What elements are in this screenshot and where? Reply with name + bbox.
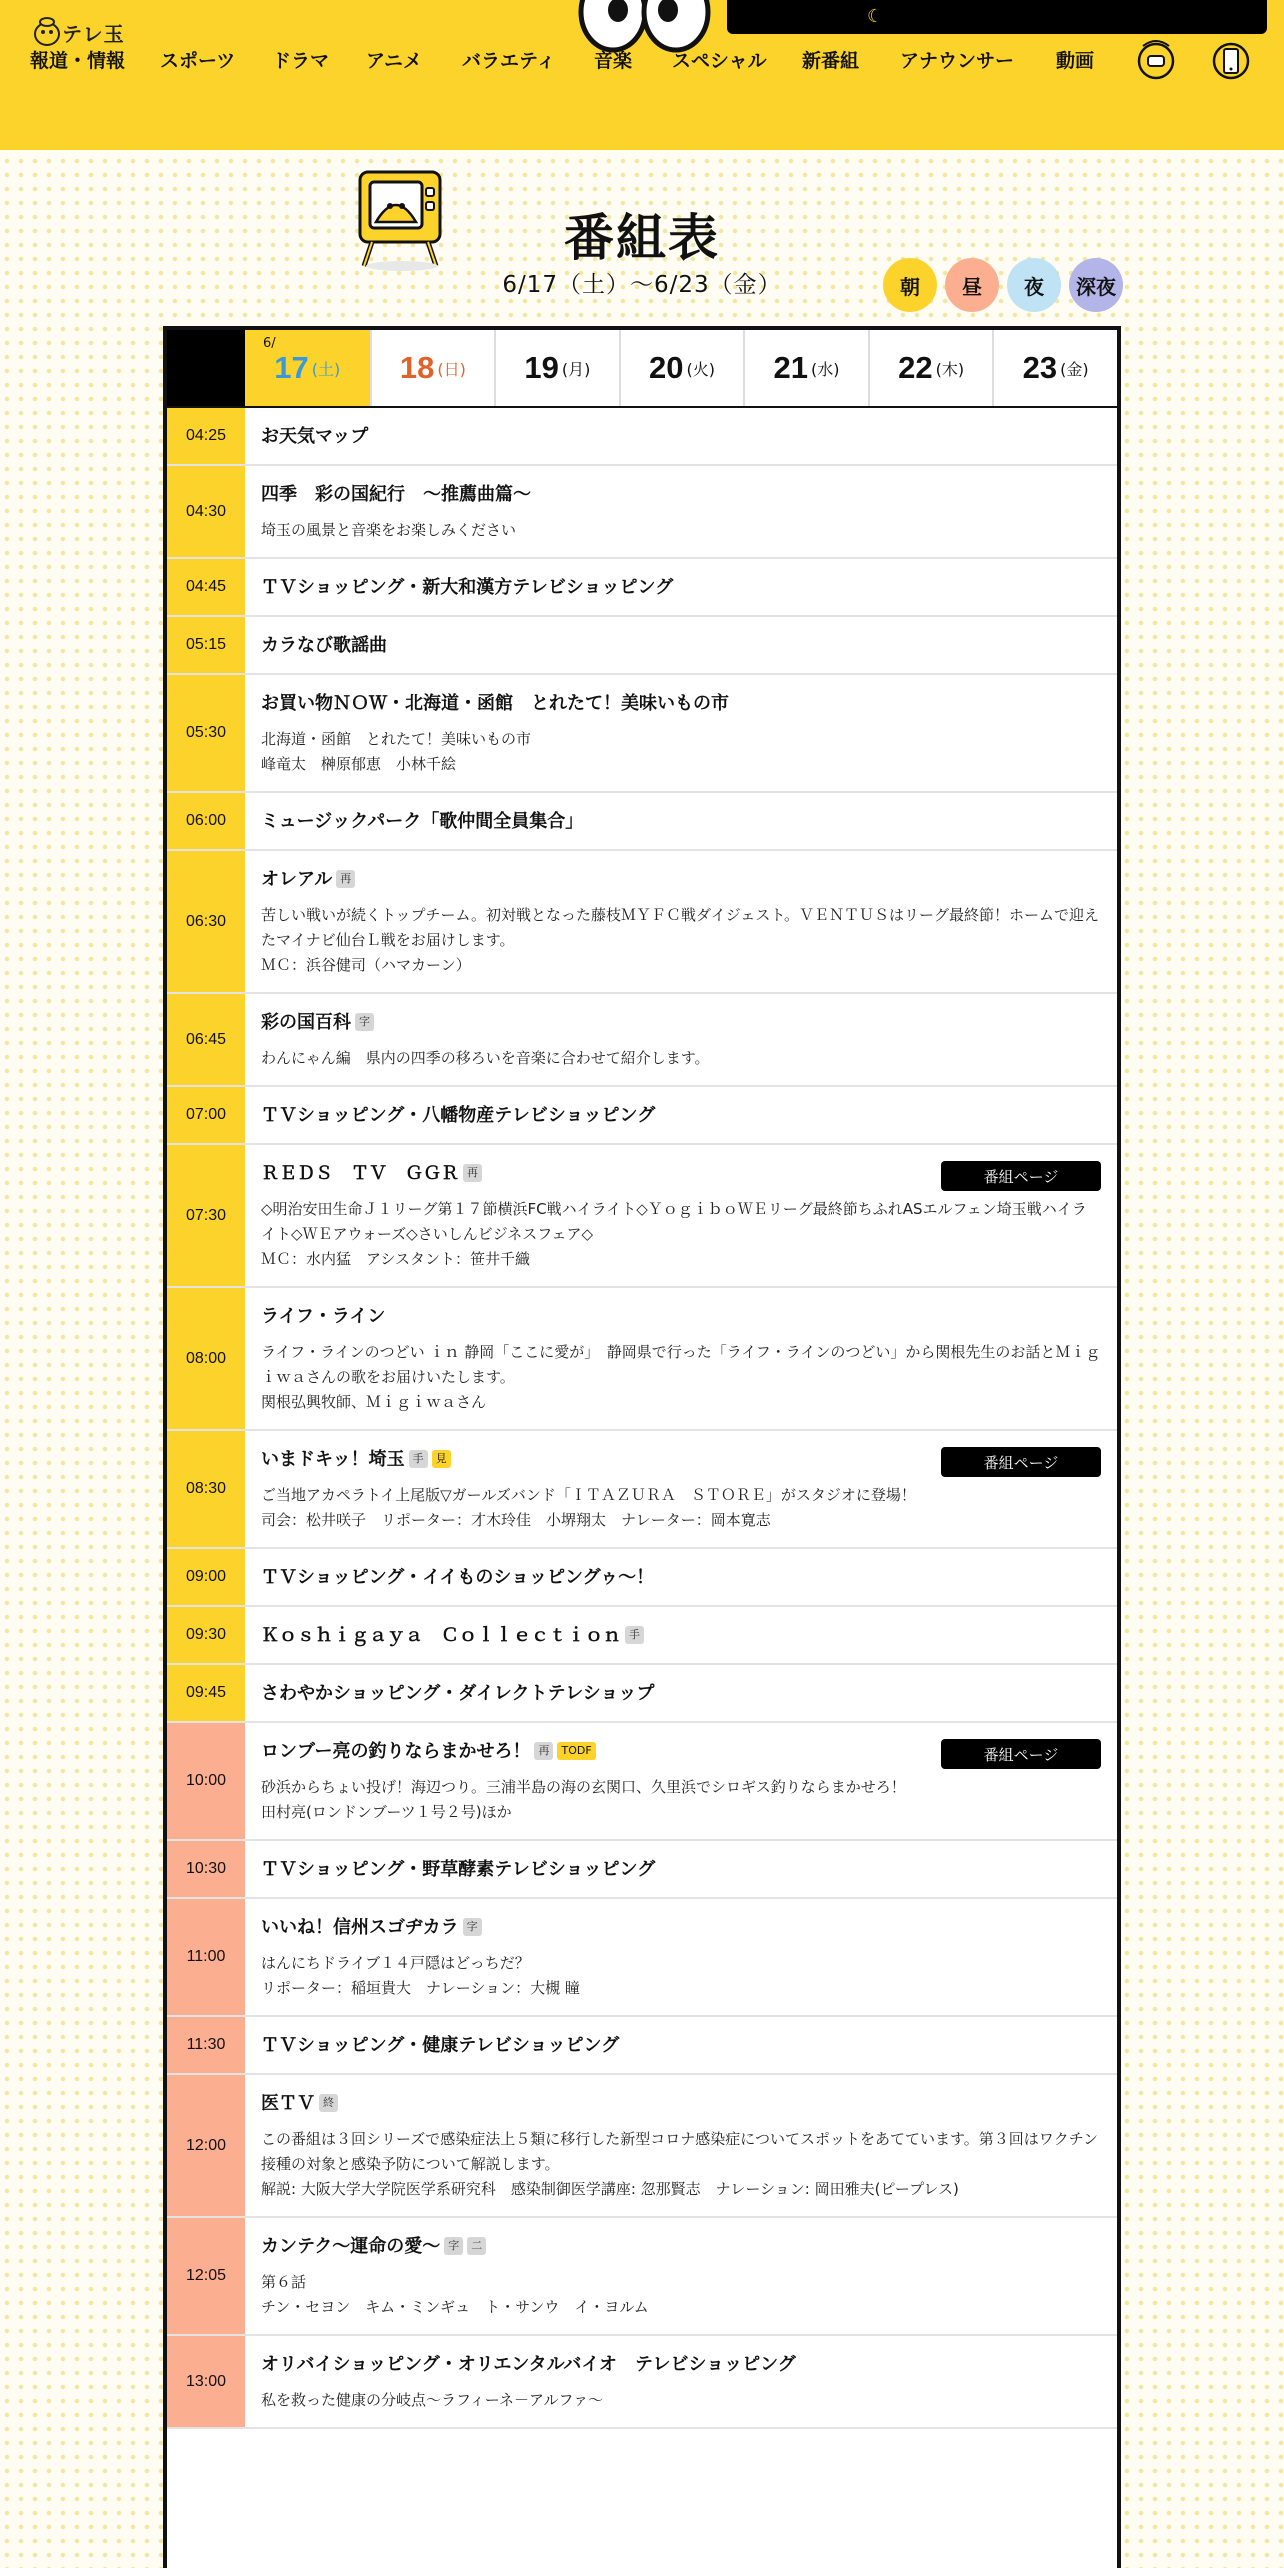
nav-item-news[interactable]: 報道・情報 [30,50,126,72]
program-title-text: 医ＴＶ [261,2093,315,2114]
program-time: 12:00 [167,2075,245,2216]
program-description: 第６話 チン・セヨン キム・ミンギュ ト・サンウ イ・ヨルム [261,2273,649,2316]
program-badge: 手 [625,1626,644,1644]
day-number: 20 [648,350,684,385]
program-description: はんにちドライブ１４戸隠はどっちだ？ リポーター：稲垣貴大 ナレーション：大槻 瞳 [261,1954,580,1997]
day-month: 6/ [263,336,276,351]
program-title[interactable] [261,867,1101,893]
program-body [245,617,1117,673]
nav-item-variety[interactable]: バラエティ [462,50,556,72]
program-title-text: お天気マップ [261,426,369,447]
program-row [167,1145,1117,1288]
program-title-text: ＴＶショッピング・野草酵素テレビショッピング [261,1859,656,1880]
program-title-text: Ｋｏｓｈｉｇａｙａ Ｃｏｌｌｅｃｔｉｏｎ [261,1625,621,1646]
program-title[interactable] [261,2091,1101,2117]
program-row [167,851,1117,994]
program-body [245,2017,1117,2073]
program-badge: 再 [463,1164,482,1182]
program-title[interactable] [261,1681,1101,1707]
program-title[interactable] [261,691,1101,717]
time-of-day-night[interactable]: 夜 [1007,258,1061,312]
day-weekday: (水) [811,359,840,379]
program-description: 苦しい戦いが続くトップチーム。初対戦となった藤枝ＭＹＦＣ戦ダイジェスト。ＶＥＮＴＵＳはリーグ最終節！ホームで迎えたマイナビ仙台Ｌ戦をお届けします。 ＭＣ：浜谷健司（ハマカーン） [261,906,1100,974]
program-time: 08:30 [167,1431,245,1547]
program-body [245,1549,1117,1605]
program-time: 07:30 [167,1145,245,1286]
program-description: 私を救った健康の分岐点～ラフィーネ－アルファ～ [261,2391,604,2409]
program-title-text: さわやかショッピング・ダイレクトテレショップ [261,1683,655,1704]
program-time: 04:25 [167,408,245,464]
program-row [167,1431,1117,1549]
program-badge: 再 [534,1742,553,1760]
day-tab[interactable] [370,330,495,406]
program-row [167,1899,1117,2017]
program-page-button[interactable]: 番組ページ [941,1161,1101,1191]
program-row [167,1723,1117,1841]
day-weekday: (土) [311,359,341,379]
program-time: 10:30 [167,1841,245,1897]
program-description: 埼玉の風景と音楽をお楽しみください [261,521,517,539]
program-row [167,1665,1117,1723]
program-description: 北海道・函館 とれたて！美味いもの市 峰竜太 榊原郁恵 小林千絵 [261,730,532,773]
program-time: 12:05 [167,2218,245,2334]
program-row [167,1288,1117,1431]
program-body [245,1841,1117,1897]
program-row [167,2218,1117,2336]
program-time: 11:30 [167,2017,245,2073]
program-time: 09:00 [167,1549,245,1605]
program-description: ◇明治安田生命Ｊ１リーグ第１７節横浜FC戦ハイライト◇ＹｏｇｉｂｏＷＥリーグ最終節ちふれASエルフェン埼玉戦ハイライト◇ＷＥアウォーズ◇さいしんビジネスフェア◇ ＭＣ：水内猛 アシスタント：笹井千織 [261,1200,1087,1268]
program-row [167,466,1117,559]
program-body [245,2075,1117,2216]
program-title[interactable] [261,1304,1101,1330]
nav-item-new[interactable]: 新番組 [802,50,860,72]
program-body [245,1665,1117,1721]
program-title-text: ＲＥＤＳ ＴＶ ＧＧＲ [261,1163,459,1184]
program-schedule [163,326,1121,2568]
program-row [167,2075,1117,2218]
nav-item-special[interactable]: スペシャル [672,50,767,72]
program-title-text: ロンブー亮の釣りならまかせろ！ [261,1741,531,1762]
day-tab[interactable] [619,330,744,406]
day-tabs-corner [167,330,245,406]
day-number: 23 [1022,350,1058,385]
program-body [245,559,1117,615]
program-row [167,1607,1117,1665]
site-header [0,0,1284,150]
program-title-text: ＴＶショッピング・新大和漢方テレビショッピング [261,577,674,598]
day-tabs [167,330,1117,408]
program-row [167,2336,1117,2429]
program-badge: 終 [319,2094,338,2112]
program-title[interactable] [261,1857,1101,1883]
program-body [245,408,1117,464]
program-row [167,1841,1117,1899]
program-description: ご当地アカペラトイ上尾版▽ガールズバンド「ＩＴＡＺＵＲＡ ＳＴＯＲＥ」がスタジオに登場！ 司会：松井咲子 リポーター：才木玲佳 小堺翔太 ナレーター：岡本寛志 [261,1486,916,1529]
program-title[interactable] [261,2033,1101,2059]
program-title-text: お買い物ＮＯＷ・北海道・函館 とれたて！美味いもの市 [261,693,729,714]
program-title-text: ライフ・ライン [261,1306,386,1327]
program-row [167,559,1117,617]
program-title-text: オレアル [261,869,333,890]
header-zigzag-edge [0,128,1284,154]
day-number: 21 [773,350,809,385]
program-row [167,408,1117,466]
program-title-text: カンテク～運命の愛～ [261,2236,441,2257]
program-body [245,1723,1117,1839]
program-badge: 見 [432,1450,451,1468]
smartphone-app-icon[interactable] [1208,36,1254,82]
program-time: 06:45 [167,994,245,1085]
search-bar[interactable] [727,0,1267,34]
program-body [245,1431,1117,1547]
day-tab[interactable] [494,330,619,406]
program-title[interactable] [261,2352,1101,2378]
program-title-text: いまドキッ！埼玉 [261,1449,405,1470]
program-title-text: ＴＶショッピング・八幡物産テレビショッピング [261,1105,656,1126]
program-badge: 手 [409,1450,428,1468]
nav-item-drama[interactable]: ドラマ [272,50,330,72]
program-page-button[interactable]: 番組ページ [941,1447,1101,1477]
date-range: 6/17（土）〜6/23（金） [502,272,782,298]
program-time: 07:00 [167,1087,245,1143]
global-nav [0,46,1284,76]
program-row [167,675,1117,793]
program-title-text: ＴＶショッピング・イイものショッピングゥ～！ [261,1567,655,1588]
nav-item-sports[interactable]: スポーツ [160,50,236,72]
program-row [167,1087,1117,1145]
day-weekday: (月) [561,359,591,379]
page-title: 番組表 [564,209,720,267]
program-badge: 字 [444,2237,463,2255]
program-row [167,2017,1117,2075]
program-time: 05:15 [167,617,245,673]
program-title[interactable] [261,809,1101,835]
program-body [245,1087,1117,1143]
program-body [245,1145,1117,1286]
program-title-text: ＴＶショッピング・健康テレビショッピング [261,2035,620,2056]
program-title[interactable] [261,1565,1101,1591]
day-tab[interactable] [245,330,370,406]
program-body [245,1899,1117,2015]
program-title-text: 四季 彩の国紀行 ～推薦曲篇～ [261,484,531,505]
program-title[interactable] [261,1010,1101,1036]
program-body [245,675,1117,791]
program-title-text: 彩の国百科 [261,1012,351,1033]
program-badge: 二 [467,2237,486,2255]
day-tab[interactable] [743,330,868,406]
program-body [245,793,1117,849]
program-description: この番組は３回シリーズで感染症法上５類に移行した新型コロナ感染症についてスポットをあてています。第３回はワクチン接種の対象と感染予防について解説します。 解説: 大阪大学大学院医学系研究科 感染制御医学講座: 忽那賢志 ナレーション: 岡田雅夫(ピープレス) [261,2130,1099,2198]
nav-item-anime[interactable]: アニメ [366,50,423,72]
day-weekday: (火) [686,359,715,379]
program-time: 09:45 [167,1665,245,1721]
program-title[interactable] [261,2234,1101,2260]
day-weekday: (日) [437,359,466,379]
program-body [245,2218,1117,2334]
program-body [245,994,1117,1085]
mascot-icon[interactable] [1133,36,1179,82]
program-description: 砂浜からちょい投げ！海辺つり。三浦半島の海の玄関口、久里浜でシロギス釣りならまかせろ！ 田村亮(ロンドンブーツ１号２号)ほか [261,1778,906,1821]
program-row [167,617,1117,675]
time-of-day-morning[interactable]: 朝 [883,258,937,312]
program-body [245,1607,1117,1663]
program-time: 10:00 [167,1723,245,1839]
program-time: 06:30 [167,851,245,992]
program-body [245,1288,1117,1429]
nav-item-music[interactable]: 音楽 [594,50,633,72]
program-badge: 字 [463,1918,482,1936]
program-title[interactable] [261,575,1101,601]
program-title[interactable] [261,1623,1101,1649]
program-title[interactable] [261,1915,1101,1941]
program-title[interactable] [261,633,1101,659]
program-title[interactable] [261,482,1101,508]
program-title-text: カラなび歌謡曲 [261,635,387,656]
site-logo[interactable] [30,14,140,50]
day-tab[interactable] [992,330,1117,406]
program-title-text: オリバイショッピング・オリエンタルバイオ テレビショッピング [261,2354,796,2375]
program-badge: 再 [336,870,355,888]
program-title-text: いいね！信州スゴヂカラ [261,1917,459,1938]
day-number: 19 [524,350,559,385]
program-time: 13:00 [167,2336,245,2427]
program-row [167,793,1117,851]
day-tab[interactable] [868,330,993,406]
program-row [167,994,1117,1087]
program-time: 08:00 [167,1288,245,1429]
program-body [245,466,1117,557]
program-time: 04:30 [167,466,245,557]
program-title[interactable] [261,424,1101,450]
nav-item-announcer[interactable]: アナウンサー [900,50,1015,72]
program-list [167,408,1117,2429]
program-page-button[interactable]: 番組ページ [941,1739,1101,1769]
day-number: 18 [399,350,435,385]
program-description: わんにゃん編 県内の四季の移ろいを音楽に合わせて紹介します。 [261,1049,710,1067]
program-badge: 字 [355,1013,374,1031]
program-body [245,2336,1117,2427]
program-time: 11:00 [167,1899,245,2015]
program-body [245,851,1117,992]
day-weekday: (金) [1060,359,1089,379]
day-number: 17 [274,350,309,385]
nav-item-video[interactable]: 動画 [1056,50,1095,72]
program-time: 09:30 [167,1607,245,1663]
program-description: ライフ・ラインのつどい ｉｎ 静岡「ここに愛が」 静岡県で行った「ライフ・ラインのつどい」から関根先生のお話とＭｉｇｉｗａさんの歌をお届けいたします。 関根弘興牧師、Ｍｉｇｉｗａさん [261,1343,1101,1411]
day-weekday: (木) [935,359,965,379]
day-number: 22 [898,350,933,385]
program-badge: TODF [557,1742,595,1760]
program-time: 05:30 [167,675,245,791]
program-title-text: ミュージックパーク「歌仲間全員集合」 [261,811,584,832]
program-time: 06:00 [167,793,245,849]
program-title[interactable] [261,1103,1101,1129]
logo-mascot-icon [30,14,64,48]
time-of-day-noon[interactable]: 昼 [945,258,999,312]
program-row [167,1549,1117,1607]
time-of-day-midnight[interactable]: 深夜 [1069,258,1123,312]
logo-text: テレ玉 [62,22,125,46]
search-icon[interactable]: ☾ [867,6,884,27]
program-time: 04:45 [167,559,245,615]
